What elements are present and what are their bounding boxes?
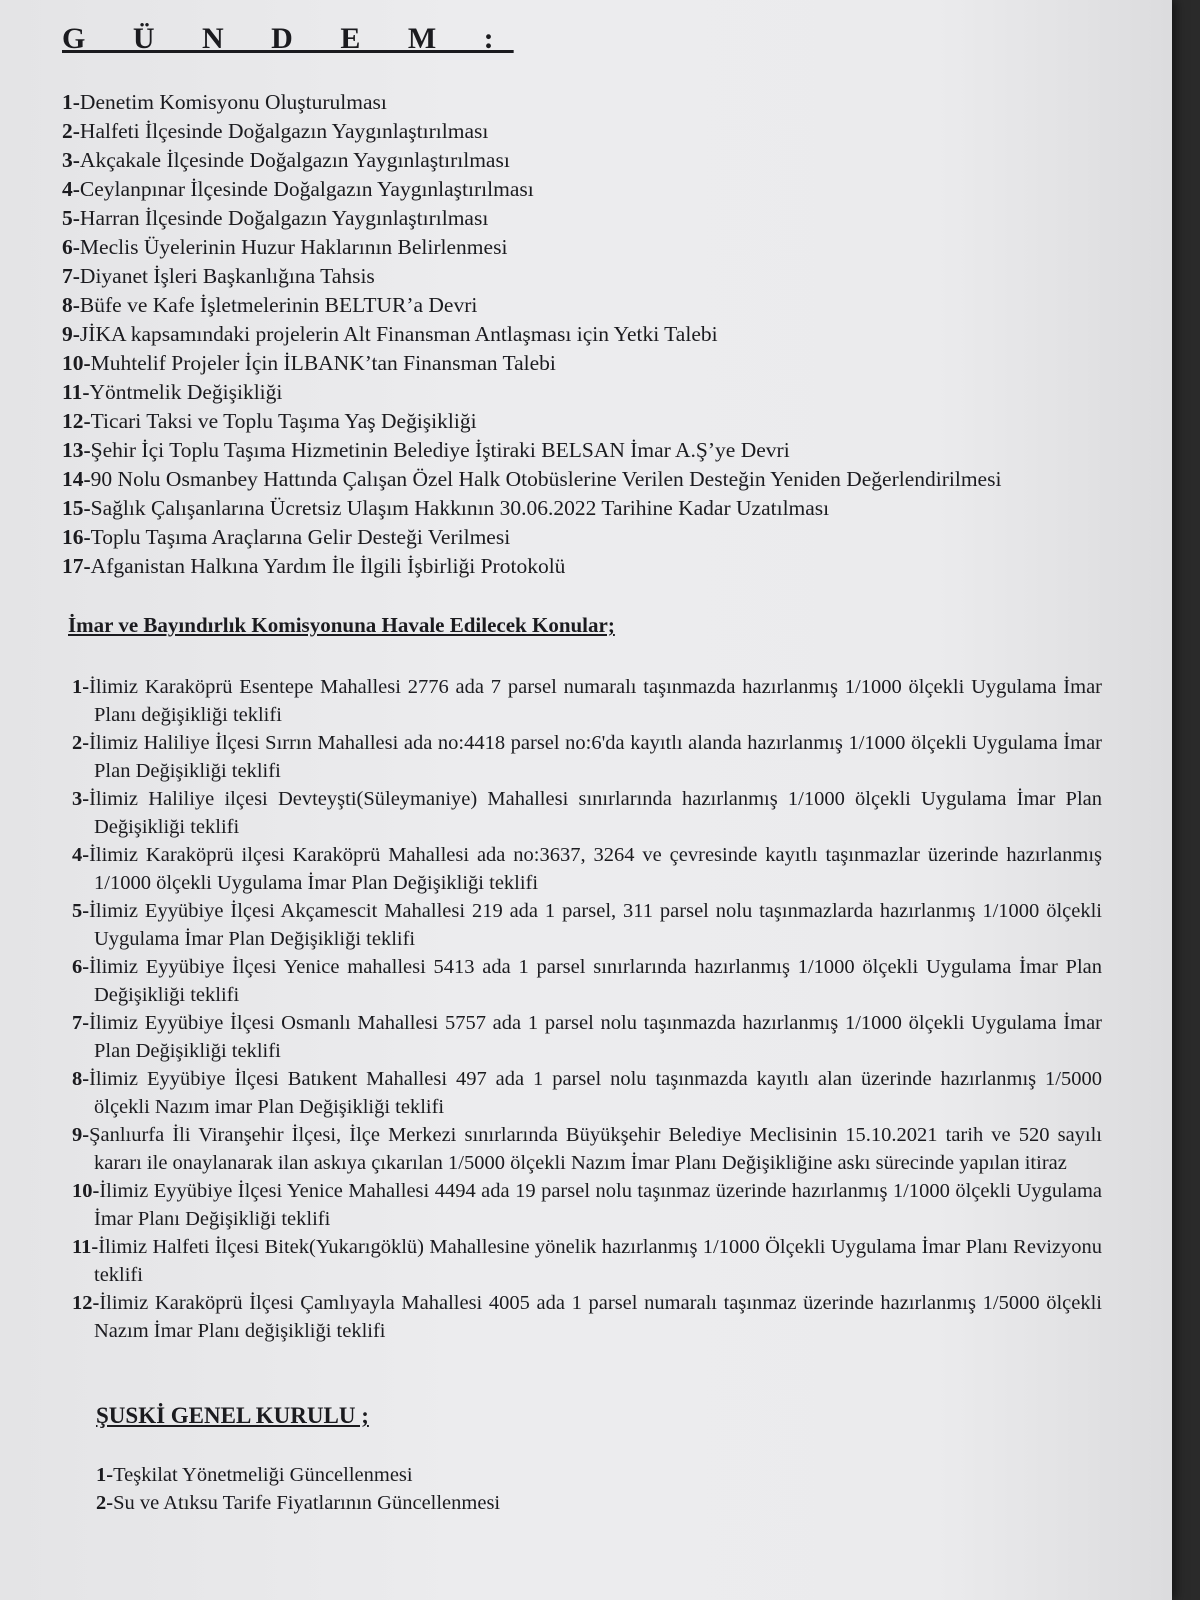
suski-section-heading: ŞUSKİ GENEL KURULU ; [96,1403,369,1428]
item-number: 9- [72,1124,90,1146]
item-number: 2- [96,1492,114,1514]
item-text: 90 Nolu Osmanbey Hattında Çalışan Özel Halk Otobüslerine Verilen Desteğin Yeniden Değerlendirilmesi [90,467,1002,491]
item-number: 11- [72,1236,99,1258]
item-number: 1- [96,1464,114,1486]
item-number: 10- [62,351,91,375]
agenda-item [62,523,1102,552]
imar-item [72,1177,1102,1233]
item-text: Denetim Komisyonu Oluşturulması [79,90,387,114]
item-text: İlimiz Haliliye ilçesi Devteyşti(Süleymaniye) Mahallesi sınırlarında hazırlanmış 1/1000 ölçekli Uygulama İmar Plan Değişikliği teklifi [89,788,1102,838]
item-text: Su ve Atıksu Tarife Fiyatlarının Güncellenmesi [113,1492,501,1514]
item-text: Sağlık Çalışanlarına Ücretsiz Ulaşım Hakkının 30.06.2022 Tarihine Kadar Uzatılması [90,496,830,520]
imar-item [72,897,1102,953]
item-text: İlimiz Eyyübiye İlçesi Batıkent Mahallesi 497 ada 1 parsel nolu taşınmazda kayıtlı alan üzerinde hazırlanmış 1/5000 ölçekli Nazım imar Plan Değişikliği teklifi [89,1068,1102,1118]
imar-list [62,673,1102,1345]
imar-item [72,1009,1102,1065]
item-number: 7- [72,1012,90,1034]
item-number: 7- [62,264,80,288]
agenda-title: G Ü N D E M : [62,22,514,55]
item-text: Harran İlçesinde Doğalgazın Yaygınlaştırılması [79,206,489,230]
item-text: İlimiz Karaköprü Esentepe Mahallesi 2776 ada 7 parsel numaralı taşınmazda hazırlanmış 1/1000 ölçekli Uygulama İmar Planı değişikliği teklifi [89,676,1102,726]
item-number: 11- [62,380,90,404]
item-number: 8- [62,293,80,317]
item-number: 6- [62,235,80,259]
item-number: 16- [62,525,91,549]
item-text: Halfeti İlçesinde Doğalgazın Yaygınlaştırılması [79,119,489,143]
agenda-item [62,494,1102,523]
agenda-item [62,88,1102,117]
item-number: 9- [62,322,80,346]
item-text: Diyanet İşleri Başkanlığına Tahsis [79,264,375,288]
item-number: 15- [62,496,91,520]
item-number: 5- [62,206,80,230]
item-number: 3- [62,148,80,172]
agenda-item [62,117,1102,146]
item-number: 2- [72,732,90,754]
item-number: 2- [62,119,80,143]
agenda-list [62,88,1102,581]
agenda-item [62,146,1102,175]
item-text: İlimiz Eyyübiye İlçesi Yenice Mahallesi 4494 ada 19 parsel nolu taşınmaz üzerinde hazırlanmış 1/1000 ölçekli Uygulama İmar Planı Değişikliği teklifi [94,1180,1102,1230]
item-text: Teşkilat Yönetmeliği Güncellenmesi [113,1464,413,1486]
item-text: İlimiz Eyyübiye İlçesi Yenice mahallesi 5413 ada 1 parsel sınırlarında hazırlanmış 1/1000 ölçekli Uygulama İmar Plan Değişikliği teklifi [89,956,1102,1006]
item-number: 8- [72,1068,90,1090]
item-text: Ticari Taksi ve Toplu Taşıma Yaş Değişikliği [90,409,477,433]
item-number: 17- [62,554,91,578]
item-text: JİKA kapsamındaki projelerin Alt Finansman Antlaşması için Yetki Talebi [79,322,718,346]
item-number: 12- [72,1292,100,1314]
suski-item [96,1461,1102,1489]
imar-item [72,841,1102,897]
imar-item [72,729,1102,785]
imar-item [72,1065,1102,1121]
item-number: 1- [72,676,90,698]
item-number: 6- [72,956,90,978]
item-text: Şanlıurfa İli Viranşehir İlçesi, İlçe Merkezi sınırlarında Büyükşehir Belediye Meclisinin 15.10.2021 tarih ve 520 sayılı kararı ile onaylanarak ilan askıya çıkarılan 1/5000 ölçekli Nazım İmar Planı Değişikliğine askı sürecinde yapılan itiraz [89,1124,1102,1174]
item-text: Şehir İçi Toplu Taşıma Hizmetinin Belediye İştiraki BELSAN İmar A.Ş’ye Devri [90,438,790,462]
agenda-item [62,291,1102,320]
agenda-item [62,552,1102,581]
item-number: 1- [62,90,80,114]
item-text: Ceylanpınar İlçesinde Doğalgazın Yaygınlaştırılması [79,177,534,201]
imar-item [72,1289,1102,1345]
item-number: 5- [72,900,90,922]
item-number: 10- [72,1180,100,1202]
agenda-item [62,320,1102,349]
agenda-item [62,407,1102,436]
item-text: Muhtelif Projeler İçin İLBANK’tan Finansman Talebi [90,351,556,375]
agenda-item [62,204,1102,233]
item-number: 12- [62,409,91,433]
agenda-item [62,436,1102,465]
agenda-item [62,262,1102,291]
item-text: İlimiz Eyyübiye İlçesi Akçamescit Mahallesi 219 ada 1 parsel, 311 parsel nolu taşınmazlarda hazırlanmış 1/1000 ölçekli Uygulama İmar Plan Değişikliği teklifi [89,900,1102,950]
item-number: 4- [62,177,80,201]
imar-item [72,673,1102,729]
agenda-item [62,349,1102,378]
suski-item [96,1489,1102,1517]
item-text: İlimiz Karaköprü ilçesi Karaköprü Mahallesi ada no:3637, 3264 ve çevresinde kayıtlı taşınmazlar üzerinde hazırlanmış 1/1000 ölçekli Uygulama İmar Plan Değişikliği teklifi [89,844,1102,894]
item-text: Meclis Üyelerinin Huzur Haklarının Belirlenmesi [79,235,508,259]
item-text: İlimiz Karaköprü İlçesi Çamlıyayla Mahallesi 4005 ada 1 parsel numaralı taşınmaz üzerinde hazırlanmış 1/5000 ölçekli Nazım İmar Planı değişikliği teklifi [94,1292,1102,1342]
item-number: 3- [72,788,90,810]
item-text: İlimiz Halfeti İlçesi Bitek(Yukarıgöklü) Mahallesine yönelik hazırlanmış 1/1000 Ölçekli Uygulama İmar Planı Revizyonu teklifi [94,1236,1102,1286]
imar-item [72,1233,1102,1289]
item-text: Afganistan Halkına Yardım İle İlgili İşbirliği Protokolü [90,554,566,578]
item-text: İlimiz Haliliye İlçesi Sırrın Mahallesi ada no:4418 parsel no:6'da kayıtlı alanda hazırlanmış 1/1000 ölçekli Uygulama İmar Plan Değişikliği teklifi [89,732,1102,782]
agenda-item [62,378,1102,407]
item-text: Toplu Taşıma Araçlarına Gelir Desteği Verilmesi [90,525,511,549]
imar-item [72,953,1102,1009]
document-body [62,22,1102,1517]
agenda-item [62,465,1102,494]
imar-item [72,785,1102,841]
item-text: İlimiz Eyyübiye İlçesi Osmanlı Mahallesi 5757 ada 1 parsel nolu taşınmazda hazırlanmış 1/1000 ölçekli Uygulama İmar Plan Değişikliği teklifi [89,1012,1102,1062]
agenda-item [62,233,1102,262]
suski-list [62,1461,1102,1517]
item-text: Yöntmelik Değişikliği [89,380,283,404]
item-text: Büfe ve Kafe İşletmelerinin BELTUR’a Devri [79,293,478,317]
item-number: 13- [62,438,91,462]
imar-section-heading: İmar ve Bayındırlık Komisyonuna Havale Edilecek Konular; [68,613,615,637]
item-number: 14- [62,467,91,491]
agenda-item [62,175,1102,204]
imar-item [72,1121,1102,1177]
item-text: Akçakale İlçesinde Doğalgazın Yaygınlaştırılması [79,148,510,172]
item-number: 4- [72,844,90,866]
